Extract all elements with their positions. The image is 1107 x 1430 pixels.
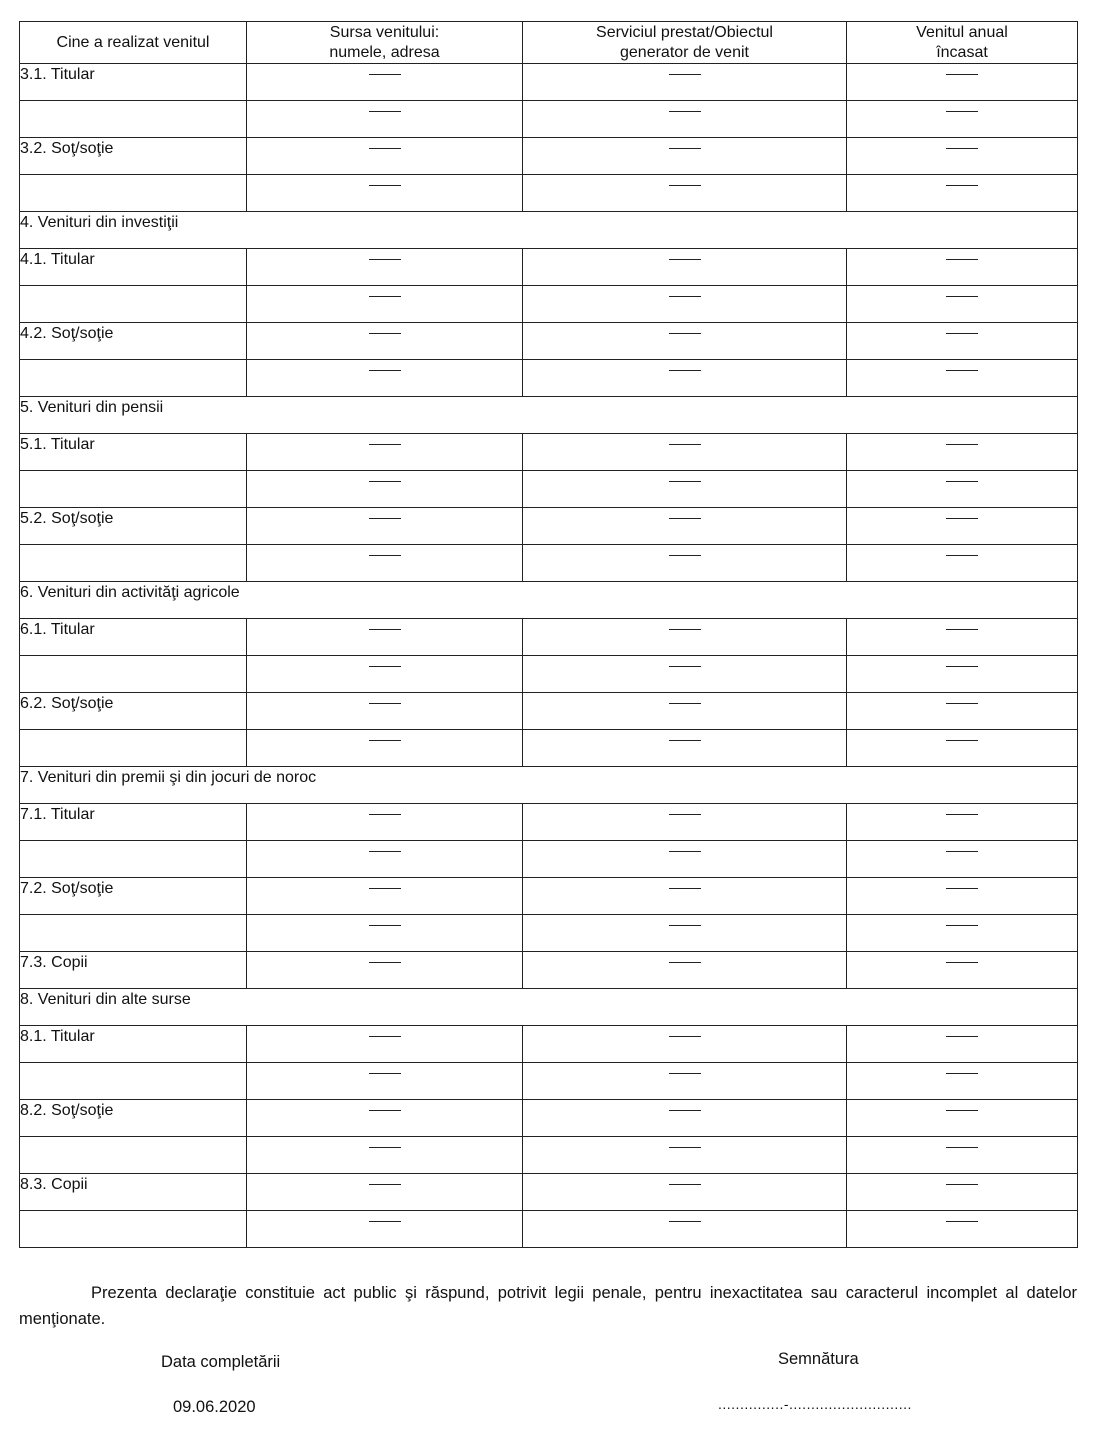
annual-income-cell — [847, 545, 1078, 582]
empty-value-dash — [669, 1221, 701, 1222]
section-cell — [20, 397, 1078, 434]
empty-value-dash — [669, 111, 701, 112]
row-label: 6.1. Titular — [20, 621, 95, 638]
row-label — [20, 1137, 246, 1139]
row-label — [20, 101, 246, 103]
service-cell — [523, 1211, 847, 1248]
empty-value-dash — [946, 74, 978, 75]
empty-value-dash — [946, 629, 978, 630]
source-cell — [247, 508, 523, 545]
income-earner-cell — [20, 1100, 247, 1137]
annual-income-cell — [847, 804, 1078, 841]
empty-value-dash — [946, 296, 978, 297]
source-cell — [247, 249, 523, 286]
income-earner-cell — [20, 175, 247, 212]
row-label — [20, 175, 246, 177]
source-cell — [247, 841, 523, 878]
annual-income-cell — [847, 1100, 1078, 1137]
source-cell — [247, 101, 523, 138]
service-cell — [523, 508, 847, 545]
empty-value-dash — [669, 74, 701, 75]
empty-value-dash — [946, 1221, 978, 1222]
section-row — [20, 767, 1078, 804]
income-earner-cell — [20, 101, 247, 138]
row-label — [20, 915, 246, 917]
row-label — [20, 730, 246, 732]
annual-income-cell — [847, 323, 1078, 360]
income-earner-cell — [20, 619, 247, 656]
empty-value-dash — [946, 259, 978, 260]
service-cell — [523, 730, 847, 767]
service-cell — [523, 915, 847, 952]
source-cell — [247, 286, 523, 323]
service-cell — [523, 471, 847, 508]
empty-value-dash — [946, 888, 978, 889]
service-cell — [523, 323, 847, 360]
empty-value-dash — [669, 1073, 701, 1074]
row-label: 5.1. Titular — [20, 436, 95, 453]
source-cell — [247, 434, 523, 471]
source-cell — [247, 360, 523, 397]
annual-income-cell — [847, 730, 1078, 767]
income-earner-cell — [20, 508, 247, 545]
table-row — [20, 434, 1078, 471]
empty-value-dash — [369, 703, 401, 704]
section-cell — [20, 989, 1078, 1026]
empty-value-dash — [946, 444, 978, 445]
declaration-text: Prezenta declaraţie constituie act public şi răspund, potrivit legii penale, pentru inexactitatea sau caracterul incomplet al datelor menţionate. — [19, 1284, 1077, 1328]
source-cell — [247, 1211, 523, 1248]
header-income-source: Sursa venitului: numele, adresa — [247, 22, 523, 64]
income-earner-cell — [20, 1063, 247, 1100]
service-cell — [523, 804, 847, 841]
section-row — [20, 989, 1078, 1026]
section-cell — [20, 767, 1078, 804]
row-label — [20, 286, 246, 288]
empty-value-dash — [369, 111, 401, 112]
section-label: 4. Venituri din investiţii — [20, 214, 179, 231]
annual-income-cell — [847, 693, 1078, 730]
source-cell — [247, 545, 523, 582]
table-row — [20, 175, 1078, 212]
section-row — [20, 212, 1078, 249]
row-label: 7.3. Copii — [20, 954, 88, 971]
table-row — [20, 1174, 1078, 1211]
section-label: 8. Venituri din alte surse — [20, 991, 191, 1008]
annual-income-cell — [847, 878, 1078, 915]
table-row — [20, 1211, 1078, 1248]
empty-value-dash — [946, 1110, 978, 1111]
empty-value-dash — [369, 259, 401, 260]
source-cell — [247, 730, 523, 767]
annual-income-cell — [847, 952, 1078, 989]
service-cell — [523, 619, 847, 656]
income-earner-cell — [20, 545, 247, 582]
annual-income-cell — [847, 64, 1078, 101]
service-cell — [523, 693, 847, 730]
section-label: 7. Venituri din premii şi din jocuri de noroc — [20, 769, 317, 786]
service-cell — [523, 545, 847, 582]
table-row — [20, 471, 1078, 508]
section-label: 5. Venituri din pensii — [20, 399, 164, 416]
empty-value-dash — [369, 1184, 401, 1185]
income-earner-cell — [20, 1211, 247, 1248]
empty-value-dash — [669, 666, 701, 667]
row-label — [20, 471, 246, 473]
empty-value-dash — [946, 703, 978, 704]
row-label — [20, 841, 246, 843]
empty-value-dash — [946, 111, 978, 112]
table-row — [20, 1063, 1078, 1100]
row-label: 6.2. Soţ/soţie — [20, 695, 114, 712]
empty-value-dash — [669, 1036, 701, 1037]
empty-value-dash — [369, 925, 401, 926]
empty-value-dash — [669, 444, 701, 445]
annual-income-cell — [847, 434, 1078, 471]
table-row — [20, 360, 1078, 397]
empty-value-dash — [369, 370, 401, 371]
empty-value-dash — [946, 666, 978, 667]
annual-income-cell — [847, 360, 1078, 397]
service-cell — [523, 286, 847, 323]
empty-value-dash — [369, 333, 401, 334]
service-cell — [523, 101, 847, 138]
table-row — [20, 286, 1078, 323]
table-row — [20, 64, 1078, 101]
service-cell — [523, 1026, 847, 1063]
source-cell — [247, 1026, 523, 1063]
income-earner-cell — [20, 656, 247, 693]
empty-value-dash — [669, 1147, 701, 1148]
table-row — [20, 804, 1078, 841]
empty-value-dash — [369, 851, 401, 852]
empty-value-dash — [946, 740, 978, 741]
empty-value-dash — [946, 1073, 978, 1074]
table-row — [20, 952, 1078, 989]
row-label: 7.1. Titular — [20, 806, 95, 823]
row-label — [20, 360, 246, 362]
table-body — [20, 64, 1078, 1248]
table-row — [20, 323, 1078, 360]
empty-value-dash — [669, 518, 701, 519]
empty-value-dash — [669, 296, 701, 297]
annual-income-cell — [847, 508, 1078, 545]
row-label — [20, 1063, 246, 1065]
empty-value-dash — [369, 962, 401, 963]
income-declaration-table — [19, 21, 1078, 1248]
income-earner-cell — [20, 1174, 247, 1211]
empty-value-dash — [946, 1036, 978, 1037]
empty-value-dash — [669, 703, 701, 704]
service-cell — [523, 656, 847, 693]
empty-value-dash — [669, 148, 701, 149]
annual-income-cell — [847, 656, 1078, 693]
service-cell — [523, 64, 847, 101]
annual-income-cell — [847, 1211, 1078, 1248]
table-row — [20, 619, 1078, 656]
empty-value-dash — [369, 629, 401, 630]
empty-value-dash — [369, 1147, 401, 1148]
row-label: 7.2. Soţ/soţie — [20, 880, 114, 897]
service-cell — [523, 1063, 847, 1100]
income-earner-cell — [20, 804, 247, 841]
annual-income-cell — [847, 1026, 1078, 1063]
service-cell — [523, 952, 847, 989]
income-earner-cell — [20, 915, 247, 952]
table-row — [20, 878, 1078, 915]
section-cell — [20, 582, 1078, 619]
row-label: 3.1. Titular — [20, 66, 95, 83]
source-cell — [247, 64, 523, 101]
row-label: 5.2. Soţ/soţie — [20, 510, 114, 527]
empty-value-dash — [669, 185, 701, 186]
empty-value-dash — [369, 1073, 401, 1074]
service-cell — [523, 249, 847, 286]
income-earner-cell — [20, 323, 247, 360]
table-row — [20, 1137, 1078, 1174]
annual-income-cell — [847, 175, 1078, 212]
source-cell — [247, 656, 523, 693]
annual-income-cell — [847, 286, 1078, 323]
table-row — [20, 730, 1078, 767]
header-annual-income: Venitul anual încasat — [847, 22, 1078, 64]
empty-value-dash — [669, 370, 701, 371]
table-row — [20, 693, 1078, 730]
table-row — [20, 249, 1078, 286]
annual-income-cell — [847, 619, 1078, 656]
source-cell — [247, 175, 523, 212]
service-cell — [523, 138, 847, 175]
income-earner-cell — [20, 693, 247, 730]
income-earner-cell — [20, 730, 247, 767]
income-earner-cell — [20, 138, 247, 175]
empty-value-dash — [946, 1184, 978, 1185]
empty-value-dash — [946, 518, 978, 519]
section-row — [20, 582, 1078, 619]
empty-value-dash — [669, 740, 701, 741]
income-earner-cell — [20, 1026, 247, 1063]
empty-value-dash — [369, 666, 401, 667]
annual-income-cell — [847, 841, 1078, 878]
table-header-row — [20, 22, 1078, 64]
annual-income-cell — [847, 915, 1078, 952]
service-cell — [523, 1174, 847, 1211]
row-label — [20, 1211, 246, 1213]
annual-income-cell — [847, 1174, 1078, 1211]
empty-value-dash — [946, 962, 978, 963]
empty-value-dash — [369, 296, 401, 297]
completion-date-label: Data completării — [161, 1353, 281, 1371]
source-cell — [247, 915, 523, 952]
income-earner-cell — [20, 841, 247, 878]
source-cell — [247, 952, 523, 989]
empty-value-dash — [669, 333, 701, 334]
source-cell — [247, 1174, 523, 1211]
header-income-earner: Cine a realizat venitul — [20, 22, 247, 64]
completion-date-value: 09.06.2020 — [173, 1398, 256, 1416]
empty-value-dash — [369, 1110, 401, 1111]
income-earner-cell — [20, 64, 247, 101]
empty-value-dash — [946, 185, 978, 186]
income-earner-cell — [20, 1137, 247, 1174]
empty-value-dash — [669, 555, 701, 556]
empty-value-dash — [946, 851, 978, 852]
annual-income-cell — [847, 249, 1078, 286]
header-service-provided: Serviciul prestat/Obiectul generator de venit — [523, 22, 847, 64]
empty-value-dash — [369, 1036, 401, 1037]
empty-value-dash — [669, 925, 701, 926]
empty-value-dash — [946, 925, 978, 926]
row-label: 3.2. Soţ/soţie — [20, 140, 114, 157]
service-cell — [523, 1137, 847, 1174]
empty-value-dash — [946, 814, 978, 815]
source-cell — [247, 693, 523, 730]
service-cell — [523, 434, 847, 471]
empty-value-dash — [946, 148, 978, 149]
empty-value-dash — [946, 333, 978, 334]
source-cell — [247, 471, 523, 508]
empty-value-dash — [369, 1221, 401, 1222]
income-earner-cell — [20, 434, 247, 471]
empty-value-dash — [369, 444, 401, 445]
empty-value-dash — [369, 481, 401, 482]
empty-value-dash — [669, 814, 701, 815]
table-row — [20, 841, 1078, 878]
empty-value-dash — [669, 259, 701, 260]
empty-value-dash — [369, 185, 401, 186]
empty-value-dash — [369, 555, 401, 556]
table-row — [20, 508, 1078, 545]
annual-income-cell — [847, 1137, 1078, 1174]
annual-income-cell — [847, 471, 1078, 508]
table-row — [20, 915, 1078, 952]
source-cell — [247, 138, 523, 175]
source-cell — [247, 619, 523, 656]
empty-value-dash — [669, 481, 701, 482]
signature-line: ...............-............................ — [718, 1396, 912, 1412]
empty-value-dash — [946, 481, 978, 482]
row-label: 4.2. Soţ/soţie — [20, 325, 114, 342]
table-row — [20, 101, 1078, 138]
empty-value-dash — [369, 74, 401, 75]
service-cell — [523, 175, 847, 212]
service-cell — [523, 360, 847, 397]
signature-label: Semnătura — [778, 1350, 859, 1368]
income-earner-cell — [20, 878, 247, 915]
empty-value-dash — [669, 1110, 701, 1111]
row-label: 8.1. Titular — [20, 1028, 95, 1045]
row-label: 4.1. Titular — [20, 251, 95, 268]
empty-value-dash — [369, 518, 401, 519]
annual-income-cell — [847, 101, 1078, 138]
income-earner-cell — [20, 471, 247, 508]
empty-value-dash — [369, 148, 401, 149]
table-row — [20, 1026, 1078, 1063]
income-earner-cell — [20, 286, 247, 323]
source-cell — [247, 804, 523, 841]
empty-value-dash — [369, 888, 401, 889]
empty-value-dash — [669, 851, 701, 852]
empty-value-dash — [946, 555, 978, 556]
service-cell — [523, 841, 847, 878]
section-row — [20, 397, 1078, 434]
source-cell — [247, 1137, 523, 1174]
table-row — [20, 1100, 1078, 1137]
empty-value-dash — [669, 629, 701, 630]
income-earner-cell — [20, 249, 247, 286]
row-label: 8.2. Soţ/soţie — [20, 1102, 114, 1119]
row-label — [20, 545, 246, 547]
source-cell — [247, 323, 523, 360]
source-cell — [247, 878, 523, 915]
annual-income-cell — [847, 1063, 1078, 1100]
table-row — [20, 656, 1078, 693]
section-label: 6. Venituri din activităţi agricole — [20, 584, 240, 601]
empty-value-dash — [669, 888, 701, 889]
empty-value-dash — [669, 1184, 701, 1185]
income-earner-cell — [20, 360, 247, 397]
empty-value-dash — [369, 814, 401, 815]
source-cell — [247, 1100, 523, 1137]
table-row — [20, 545, 1078, 582]
table-row — [20, 138, 1078, 175]
service-cell — [523, 878, 847, 915]
empty-value-dash — [669, 962, 701, 963]
empty-value-dash — [946, 1147, 978, 1148]
source-cell — [247, 1063, 523, 1100]
row-label — [20, 656, 246, 658]
section-cell — [20, 212, 1078, 249]
annual-income-cell — [847, 138, 1078, 175]
empty-value-dash — [369, 740, 401, 741]
empty-value-dash — [946, 370, 978, 371]
service-cell — [523, 1100, 847, 1137]
income-earner-cell — [20, 952, 247, 989]
row-label: 8.3. Copii — [20, 1176, 88, 1193]
